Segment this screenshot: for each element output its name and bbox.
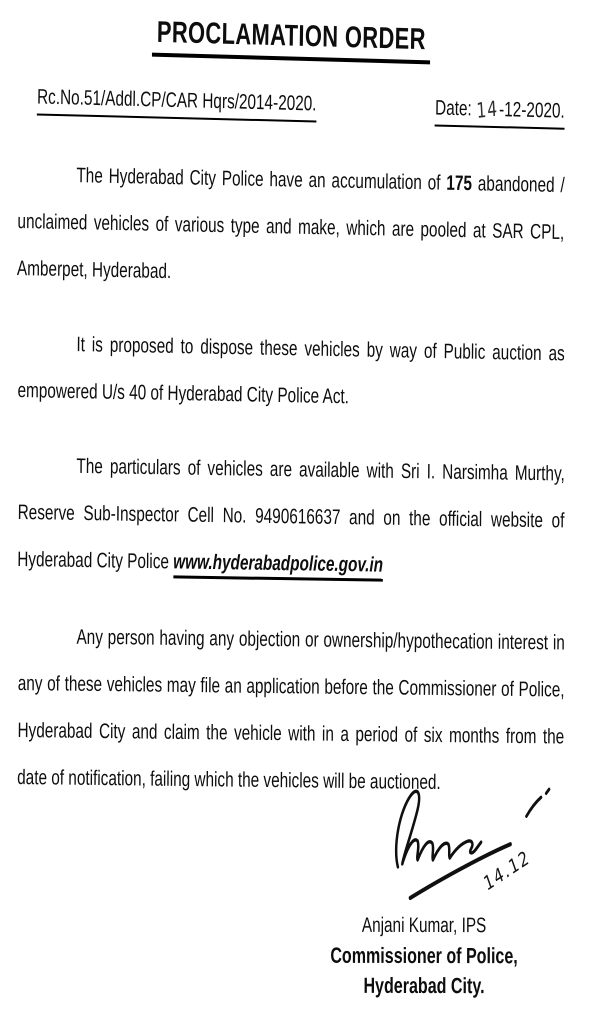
paragraph-objection-notice: Any person having any objection or ownership/hypothecation interest in any of these vehicles may file an application before the Commissioner of Police, Hyderabad City and claim the vehicle with in a period of six months from the date of notification, failing which the vehicles will be auctioned. bbox=[17, 625, 565, 795]
signatory-designation: Commissioner of Police, bbox=[330, 942, 518, 969]
website-url: www.hyderabadpolice.gov.in bbox=[173, 550, 383, 581]
date-rest: -12-2020. bbox=[498, 98, 565, 123]
p3-text-before: The particulars of vehicles are available with Sri I. Narsimha Murthy, Reserve Sub-Inspector Cell No. 9490616637 and on the official website of Hyderabad City Police bbox=[17, 454, 565, 574]
p1-text-after: abandoned / unclaimed vehicles of various type and make, which are pooled at SAR CPL, Amberpet, Hyderabad. bbox=[16, 172, 565, 284]
date-label: Date: bbox=[434, 96, 477, 121]
paragraph-auction-proposal: It is proposed to dispose these vehicles by way of Public auction as empowered U/s 40 of Hyderabad City Police Act. bbox=[17, 333, 565, 409]
paragraph-vehicle-particulars bbox=[17, 442, 565, 591]
reference-number: Rc.No.51/Addl.CP/CAR Hqrs/2014-2020. bbox=[37, 85, 317, 122]
signature-image bbox=[383, 785, 555, 907]
signatory-place: Hyderabad City. bbox=[363, 972, 485, 999]
signature-handwritten-date: 14.12 bbox=[481, 846, 533, 897]
page-title: PROCLAMATION ORDER bbox=[152, 16, 430, 65]
reference-row bbox=[18, 85, 565, 135]
date-field bbox=[435, 95, 565, 129]
paragraph-vehicle-accumulation bbox=[17, 151, 565, 303]
vehicle-count: 175 bbox=[446, 171, 473, 196]
signature-block bbox=[304, 785, 545, 1002]
handwritten-date-day: 14 bbox=[476, 96, 500, 124]
signatory-name: Anjani Kumar, IPS bbox=[361, 913, 487, 938]
p1-text-before: The Hyderabad City Police have an accumulation of bbox=[76, 164, 447, 195]
title-row bbox=[18, 12, 565, 68]
